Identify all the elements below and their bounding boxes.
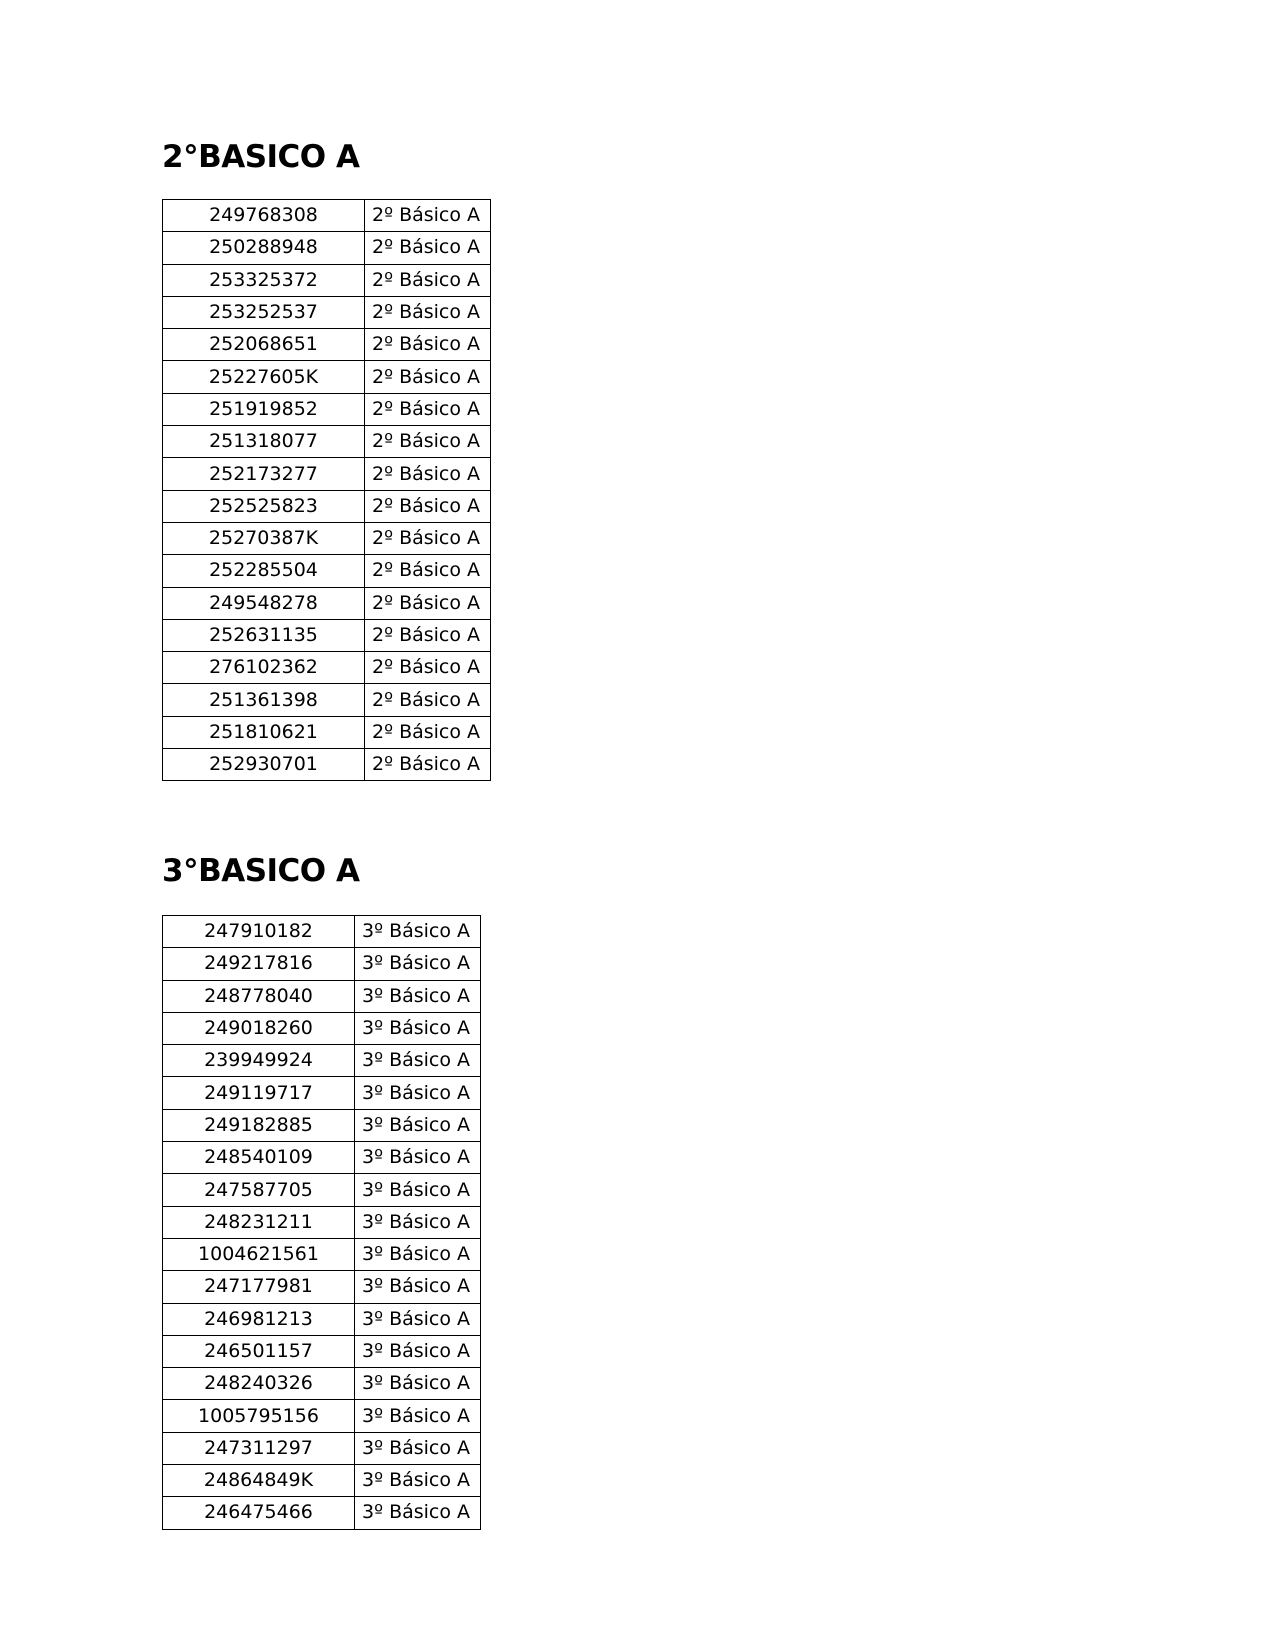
course-cell: 3º Básico A: [355, 1335, 481, 1367]
course-cell: 2º Básico A: [365, 716, 491, 748]
course-cell: 2º Básico A: [365, 458, 491, 490]
table-row: [163, 749, 491, 781]
student-id-cell: 252285504: [163, 555, 365, 587]
student-id-cell: 251810621: [163, 716, 365, 748]
course-cell: 3º Básico A: [355, 980, 481, 1012]
student-id-cell: 1005795156: [163, 1400, 355, 1432]
student-id-cell: 247910182: [163, 916, 355, 948]
student-id-cell: 1004621561: [163, 1238, 355, 1270]
section-title-2-basico-a: 2°BASICO A: [162, 139, 360, 175]
student-id-cell: 248778040: [163, 980, 355, 1012]
table-row: [163, 1045, 481, 1077]
table-row: [163, 652, 491, 684]
student-id-cell: 248540109: [163, 1142, 355, 1174]
student-id-cell: 252631135: [163, 619, 365, 651]
course-cell: 3º Básico A: [355, 1174, 481, 1206]
table-row: [163, 948, 481, 980]
course-cell: 2º Básico A: [365, 555, 491, 587]
table-row: [163, 1400, 481, 1432]
course-cell: 2º Básico A: [365, 232, 491, 264]
student-id-cell: 239949924: [163, 1045, 355, 1077]
course-cell: 3º Básico A: [355, 1238, 481, 1270]
course-cell: 3º Básico A: [355, 1271, 481, 1303]
table-row: [163, 916, 481, 948]
course-cell: 2º Básico A: [365, 426, 491, 458]
table-row: [163, 1497, 481, 1529]
course-cell: 2º Básico A: [365, 587, 491, 619]
table-row: [163, 1109, 481, 1141]
table-row: [163, 1335, 481, 1367]
table-row: [163, 716, 491, 748]
course-cell: 2º Básico A: [365, 652, 491, 684]
course-cell: 2º Básico A: [365, 200, 491, 232]
course-cell: 3º Básico A: [355, 1303, 481, 1335]
table-row: [163, 490, 491, 522]
student-id-cell: 246501157: [163, 1335, 355, 1367]
table-row: [163, 1206, 481, 1238]
table-row: [163, 1012, 481, 1044]
table-row: [163, 1432, 481, 1464]
table-row: [163, 522, 491, 554]
course-cell: 2º Básico A: [365, 490, 491, 522]
table-row: [163, 361, 491, 393]
student-id-cell: 25270387K: [163, 522, 365, 554]
course-cell: 2º Básico A: [365, 329, 491, 361]
student-id-cell: 24864849K: [163, 1465, 355, 1497]
student-id-cell: 25227605K: [163, 361, 365, 393]
table-row: [163, 458, 491, 490]
student-id-cell: 247587705: [163, 1174, 355, 1206]
course-cell: 3º Básico A: [355, 1045, 481, 1077]
table-row: [163, 684, 491, 716]
course-cell: 2º Básico A: [365, 684, 491, 716]
course-cell: 3º Básico A: [355, 1465, 481, 1497]
course-cell: 3º Básico A: [355, 1497, 481, 1529]
table-row: [163, 264, 491, 296]
course-cell: 3º Básico A: [355, 1432, 481, 1464]
table-row: [163, 1303, 481, 1335]
student-id-cell: 252173277: [163, 458, 365, 490]
course-cell: 3º Básico A: [355, 1077, 481, 1109]
table-row: [163, 980, 481, 1012]
student-id-cell: 247177981: [163, 1271, 355, 1303]
student-id-cell: 247311297: [163, 1432, 355, 1464]
table-row: [163, 296, 491, 328]
student-id-cell: 248231211: [163, 1206, 355, 1238]
table-row: [163, 1465, 481, 1497]
course-cell: 3º Básico A: [355, 1206, 481, 1238]
table-row: [163, 426, 491, 458]
table-row: [163, 1174, 481, 1206]
course-cell: 3º Básico A: [355, 916, 481, 948]
course-cell: 3º Básico A: [355, 1109, 481, 1141]
course-cell: 2º Básico A: [365, 522, 491, 554]
table-row: [163, 1142, 481, 1174]
course-cell: 3º Básico A: [355, 1368, 481, 1400]
course-cell: 3º Básico A: [355, 1012, 481, 1044]
table-row: [163, 587, 491, 619]
course-cell: 2º Básico A: [365, 296, 491, 328]
student-id-cell: 249182885: [163, 1109, 355, 1141]
student-id-cell: 249018260: [163, 1012, 355, 1044]
student-id-cell: 250288948: [163, 232, 365, 264]
table-row: [163, 1077, 481, 1109]
student-id-cell: 276102362: [163, 652, 365, 684]
section-title-3-basico-a: 3°BASICO A: [162, 853, 360, 889]
student-id-cell: 246475466: [163, 1497, 355, 1529]
student-id-cell: 251919852: [163, 393, 365, 425]
course-cell: 2º Básico A: [365, 619, 491, 651]
table-row: [163, 200, 491, 232]
student-id-cell: 252068651: [163, 329, 365, 361]
roster-table-2-basico-a: [162, 199, 491, 781]
course-cell: 2º Básico A: [365, 264, 491, 296]
student-id-cell: 249768308: [163, 200, 365, 232]
table-row: [163, 329, 491, 361]
student-id-cell: 249217816: [163, 948, 355, 980]
student-id-cell: 253325372: [163, 264, 365, 296]
table-row: [163, 232, 491, 264]
course-cell: 3º Básico A: [355, 948, 481, 980]
student-id-cell: 249119717: [163, 1077, 355, 1109]
student-id-cell: 249548278: [163, 587, 365, 619]
table-row: [163, 555, 491, 587]
student-id-cell: 253252537: [163, 296, 365, 328]
student-id-cell: 252525823: [163, 490, 365, 522]
course-cell: 2º Básico A: [365, 749, 491, 781]
course-cell: 3º Básico A: [355, 1400, 481, 1432]
table-row: [163, 1271, 481, 1303]
roster-table-3-basico-a: [162, 915, 481, 1530]
student-id-cell: 251361398: [163, 684, 365, 716]
table-row: [163, 619, 491, 651]
student-id-cell: 246981213: [163, 1303, 355, 1335]
student-id-cell: 252930701: [163, 749, 365, 781]
course-cell: 2º Básico A: [365, 361, 491, 393]
student-id-cell: 248240326: [163, 1368, 355, 1400]
table-row: [163, 1368, 481, 1400]
course-cell: 2º Básico A: [365, 393, 491, 425]
table-row: [163, 393, 491, 425]
student-id-cell: 251318077: [163, 426, 365, 458]
table-row: [163, 1238, 481, 1270]
course-cell: 3º Básico A: [355, 1142, 481, 1174]
